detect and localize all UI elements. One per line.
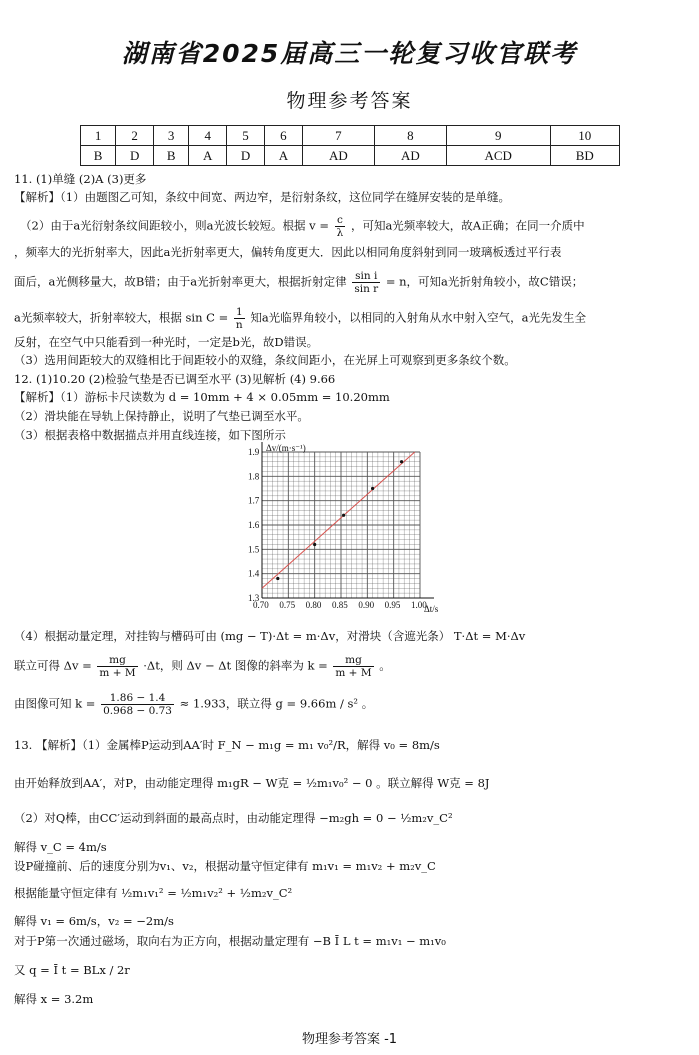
q11-para-4: 面后，a光侧移量大，故B错；由于a光折射率更大，根据折射定律 $\frac{\text{sin i}}{\text{sin r}}$ = n，可知a光折射角较小，故C错误；	[14, 270, 584, 295]
x-tick-label: 0.70	[253, 600, 269, 610]
q13-line-10: 解得 x = 3.2m	[14, 992, 94, 1006]
q12-para-3: （3）根据表格中数据描点并用直线连接，如下图所示	[14, 428, 286, 442]
q12-head: 12. (1)10.20 (2)检验气垫是否已调至水平 (3)见解析 (4) 9.66	[14, 372, 336, 386]
q11-para-3: ，频率大的光折射率大，因此a光折射率更大，偏转角度更大．因此以相同角度斜射到同一玻璃板透过平行表	[14, 245, 562, 259]
q12-para-2: （2）滑块能在导轨上保持静止，说明了气垫已调至水平。	[14, 409, 309, 423]
answer-cell: BD	[550, 146, 619, 166]
question-number-cell: 9	[446, 126, 550, 146]
q13-line-6: 根据能量守恒定律有 ½m₁v₁² = ½m₁v₂² + ½m₂v_C²	[14, 886, 293, 900]
y-tick-label: 1.9	[248, 447, 260, 457]
q13-line-9: 又 q = Ī t = BLx / 2r	[14, 963, 130, 977]
q11-head: 11. (1)单缝 (2)A (3)更多	[14, 172, 147, 186]
answer-cell: AD	[374, 146, 446, 166]
data-point	[276, 577, 279, 580]
answer-cell: B	[81, 146, 116, 166]
q12-para-6: 由图像可知 k = $\frac{1.86 - 1.4}{0.968 - 0.73}$ ≈ 1.933，联立得 g = 9.66m / s² 。	[14, 692, 374, 717]
y-tick-label: 1.3	[248, 593, 260, 603]
answer-cell: B	[154, 146, 189, 166]
fraction: $\frac{1.86 - 1.4}{0.968 - 0.73}$	[103, 692, 172, 717]
question-number-cell: 5	[227, 126, 265, 146]
q13-line-7: 解得 v₁ = 6m/s，v₂ = −2m/s	[14, 914, 174, 928]
q11-para-6: 反射，在空气中只能看到一种光时，一定是b光，故D错误。	[14, 335, 319, 349]
x-tick-label: 0.95	[384, 600, 401, 610]
data-point	[371, 487, 374, 490]
q13-line-5: 设P碰撞前、后的速度分别为v₁、v₂，根据动量守恒定律有 m₁v₁ = m₁v₂ + m₂v_C	[14, 859, 436, 873]
answer-table-number-row	[81, 126, 620, 146]
fraction: $\frac{c}{\lambda}$	[336, 214, 344, 239]
y-tick-label: 1.7	[248, 495, 260, 506]
q11-para-2: （2）由于a光衍射条纹间距较小，则a光波长较短。根据 v = $\frac{c}{\lambda}$ ，可知a光频率较大，故A正确；在同一介质中	[20, 214, 585, 239]
q13-line-8: 对于P第一次通过磁场，取向右为正方向，根据动量定理有 −B Ī L t = m₁v₁ − m₁v₀	[14, 934, 446, 948]
q11-para-1: 【解析】（1）由题图乙可知，条纹中间宽、两边窄，是衍射条纹，这位同学在缝屏安装的是单缝。	[14, 190, 511, 204]
y-tick-label: 1.5	[248, 544, 260, 555]
data-point	[313, 543, 316, 546]
answer-cell: D	[116, 146, 154, 166]
q12-para-1: 【解析】（1）游标卡尺读数为 d = 10mm + 4 × 0.05mm = 10.20mm	[14, 390, 390, 404]
answer-cell: D	[227, 146, 265, 166]
question-number-cell: 3	[154, 126, 189, 146]
page-title: 湖南省2025届高三一轮复习收官联考	[121, 39, 578, 68]
x-tick-label: 0.80	[305, 600, 322, 610]
chart-grid	[262, 452, 420, 598]
chart-y-axis-label: Δv/(m·s⁻¹)	[266, 443, 306, 453]
q12-para-5: 联立可得 Δv = $\frac{mg}{m + M}$ ·Δt，则 Δv − Δt 图像的斜率为 k = $\frac{mg}{m + M}$ 。	[14, 654, 391, 679]
y-tick-label: 1.6	[248, 520, 260, 530]
answer-cell: A	[264, 146, 302, 166]
fraction: $\frac{1}{n}$	[235, 306, 243, 331]
question-number-cell: 8	[374, 126, 446, 146]
q11-para-5: a光频率较大，折射率较大，根据 sin C = $\frac{1}{n}$ 知a光临界角较小，以相同的入射角从水中射入空气，a光先发生全	[14, 306, 587, 331]
question-number-cell: 6	[264, 126, 302, 146]
x-tick-label: 1.00	[411, 600, 427, 610]
question-number-cell: 2	[116, 126, 154, 146]
q11-para-7: （3）选用间距较大的双缝相比于间距较小的双缝，条纹间距小，在光屏上可观察到更多条纹个数。	[14, 353, 516, 367]
q13-line-4: 解得 v_C = 4m/s	[14, 840, 107, 854]
answer-cell: AD	[302, 146, 374, 166]
question-number-cell: 4	[189, 126, 227, 146]
page-footer: 物理参考答案 -1	[301, 1032, 398, 1047]
dv-dt-chart	[232, 440, 442, 620]
y-tick-label: 1.4	[248, 568, 260, 579]
data-point	[342, 514, 345, 517]
q13-line-2: 由开始释放到AA′，对P，由动能定理得 m₁gR − W克 = ½m₁v₀² − 0 。联立解得 W克 = 8J	[14, 776, 490, 790]
q13-line-1: 13. 【解析】（1）金属棒P运动到AA′时 F_N − m₁g = m₁ v₀²/R，解得 v₀ = 8m/s	[14, 738, 440, 752]
x-tick-label: 0.75	[279, 600, 296, 610]
answer-table-answer-row	[81, 146, 620, 166]
y-tick-label: 1.8	[248, 471, 260, 482]
x-tick-label: 0.90	[358, 600, 375, 610]
q12-para-4: （4）根据动量定理，对挂钩与槽码可由 (mg − T)·Δt = m·Δv，对滑块（含遮光条） T·Δt = M·Δv	[14, 629, 526, 643]
question-number-cell: 1	[81, 126, 116, 146]
fraction: $\frac{\text{sin i}}{\text{sin r}}$	[354, 270, 379, 295]
chart-x-axis-label: Δt/s	[424, 604, 439, 614]
page-subtitle: 物理参考答案	[286, 90, 413, 112]
question-number-cell: 7	[302, 126, 374, 146]
fraction: $\frac{mg}{m + M}$	[335, 654, 372, 679]
fraction: $\frac{mg}{m + M}$	[99, 654, 136, 679]
q13-line-3: （2）对Q棒，由CC′运动到斜面的最高点时，由动能定理得 −m₂gh = 0 − ½m₂v_C²	[14, 811, 453, 825]
answer-table	[80, 125, 620, 166]
x-tick-label: 0.85	[332, 600, 348, 610]
answer-cell: ACD	[446, 146, 550, 166]
data-point	[400, 460, 403, 463]
answer-cell: A	[189, 146, 227, 166]
question-number-cell: 10	[550, 126, 619, 146]
